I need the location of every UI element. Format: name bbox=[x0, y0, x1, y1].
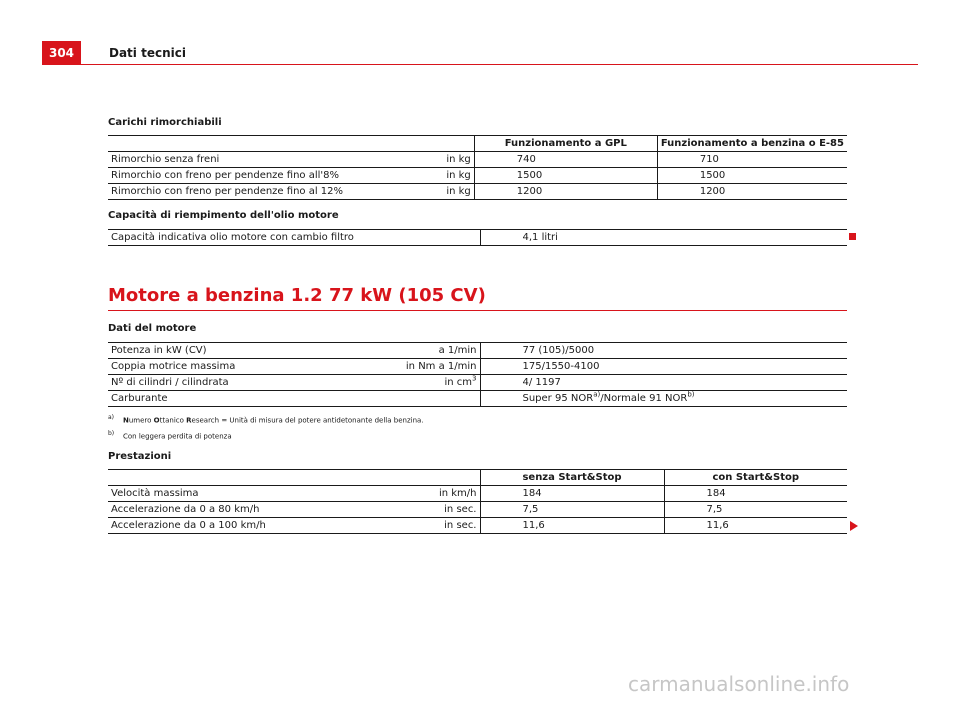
row-label: Nº di cilindri / cilindrata bbox=[111, 377, 229, 388]
table-row bbox=[108, 391, 847, 407]
footnote-mark: a) bbox=[108, 414, 115, 421]
chapter-divider bbox=[108, 310, 847, 311]
footnote-ref-a: a) bbox=[593, 390, 601, 399]
row-label-cell bbox=[108, 502, 480, 518]
row-value-gpl: 740 bbox=[474, 152, 657, 168]
row-label-cell bbox=[108, 184, 474, 200]
footnote-bold: N bbox=[123, 416, 129, 425]
footnote-text: umero bbox=[128, 416, 154, 425]
unit-superscript: 3 bbox=[472, 374, 477, 383]
row-unit: in kg bbox=[446, 186, 471, 197]
row-label-cell bbox=[108, 168, 474, 184]
table-row bbox=[108, 518, 847, 534]
row-value-with: 184 bbox=[664, 486, 847, 502]
footnote-a bbox=[108, 414, 424, 424]
footnote-text: esearch = Unità di misura del potere antidetonante della benzina. bbox=[191, 416, 424, 425]
page-header bbox=[42, 41, 918, 67]
unit-text: in cm bbox=[444, 377, 473, 388]
table-row bbox=[108, 343, 847, 359]
row-value: 4/ 1197 bbox=[480, 375, 847, 391]
row-value-gpl: 1200 bbox=[474, 184, 657, 200]
table-row bbox=[108, 486, 847, 502]
row-unit: in km/h bbox=[438, 488, 477, 499]
oil-value: 4,1 litri bbox=[480, 230, 847, 246]
table-row bbox=[108, 375, 847, 391]
table-row bbox=[108, 168, 847, 184]
chapter-title: Motore a benzina 1.2 77 kW (105 CV) bbox=[108, 285, 486, 306]
row-label-cell bbox=[108, 152, 474, 168]
row-value-with: 7,5 bbox=[664, 502, 847, 518]
row-value-without: 184 bbox=[480, 486, 664, 502]
column-header-gpl: Funzionamento a GPL bbox=[474, 136, 657, 152]
table-row bbox=[108, 230, 847, 246]
fuel-part-1: Super 95 NOR bbox=[522, 393, 594, 404]
performance-table bbox=[108, 469, 847, 534]
row-label: Rimorchio con freno per pendenze fino al 12% bbox=[111, 186, 344, 197]
row-label: Potenza in kW (CV) bbox=[111, 345, 207, 356]
row-value: 77 (105)/5000 bbox=[480, 343, 847, 359]
footnote-bold: O bbox=[153, 416, 160, 425]
row-unit: a 1/min bbox=[438, 345, 477, 356]
row-unit: in sec. bbox=[444, 520, 477, 531]
towing-table bbox=[108, 135, 847, 200]
row-label-cell bbox=[108, 359, 480, 375]
row-label-cell bbox=[108, 486, 480, 502]
row-unit: in kg bbox=[446, 154, 471, 165]
row-value-petrol: 710 bbox=[657, 152, 847, 168]
row-unit bbox=[444, 374, 477, 388]
engine-heading: Dati del motore bbox=[108, 323, 197, 334]
row-value-without: 7,5 bbox=[480, 502, 664, 518]
row-label-cell bbox=[108, 343, 480, 359]
header-divider bbox=[81, 64, 918, 65]
row-value-petrol: 1200 bbox=[657, 184, 847, 200]
row-label: Rimorchio senza freni bbox=[111, 154, 220, 165]
footnote-b bbox=[108, 430, 232, 440]
column-header-with-start-stop: con Start&Stop bbox=[664, 470, 847, 486]
engine-table bbox=[108, 342, 847, 407]
row-label-cell bbox=[108, 518, 480, 534]
table-row bbox=[108, 184, 847, 200]
row-label: Accelerazione da 0 a 100 km/h bbox=[111, 520, 266, 531]
footnote-mark: b) bbox=[108, 430, 115, 437]
row-unit: in kg bbox=[446, 170, 471, 181]
page-number: 304 bbox=[42, 41, 81, 65]
table-row bbox=[108, 359, 847, 375]
fuel-part-2: /Normale 91 NOR bbox=[600, 393, 688, 404]
oil-table bbox=[108, 229, 847, 246]
row-value-petrol: 1500 bbox=[657, 168, 847, 184]
row-value-without: 11,6 bbox=[480, 518, 664, 534]
table-row bbox=[108, 502, 847, 518]
row-label: Velocità massima bbox=[111, 488, 199, 499]
footnote-ref-b: b) bbox=[687, 390, 695, 399]
footnote-bold: R bbox=[186, 416, 192, 425]
row-label: Coppia motrice massima bbox=[111, 361, 236, 372]
table-header-row bbox=[108, 136, 847, 152]
header-blank-cell bbox=[108, 136, 474, 152]
table-header-row bbox=[108, 470, 847, 486]
row-unit: in sec. bbox=[444, 504, 477, 515]
row-label: Accelerazione da 0 a 80 km/h bbox=[111, 504, 260, 515]
watermark: carmanualsonline.info bbox=[628, 672, 850, 696]
page-title: Dati tecnici bbox=[109, 46, 186, 60]
column-header-without-start-stop: senza Start&Stop bbox=[480, 470, 664, 486]
fuel-value bbox=[480, 391, 847, 407]
performance-heading: Prestazioni bbox=[108, 451, 172, 462]
column-header-petrol: Funzionamento a benzina o E-85 bbox=[657, 136, 847, 152]
oil-heading: Capacità di riempimento dell'olio motore bbox=[108, 210, 339, 221]
section-end-marker bbox=[849, 233, 856, 240]
continue-arrow-icon bbox=[850, 521, 858, 531]
row-label: Rimorchio con freno per pendenze fino all'8% bbox=[111, 170, 339, 181]
row-value: 175/1550-4100 bbox=[480, 359, 847, 375]
header-blank-cell bbox=[108, 470, 480, 486]
footnote-text: Con leggera perdita di potenza bbox=[123, 432, 232, 441]
row-value-gpl: 1500 bbox=[474, 168, 657, 184]
row-label: Carburante bbox=[108, 391, 480, 407]
oil-label: Capacità indicativa olio motore con cambio filtro bbox=[108, 230, 480, 246]
towing-heading: Carichi rimorchiabili bbox=[108, 117, 222, 128]
table-row bbox=[108, 152, 847, 168]
footnote-text: ttanico bbox=[159, 416, 187, 425]
row-unit: in Nm a 1/min bbox=[405, 361, 477, 372]
row-value-with: 11,6 bbox=[664, 518, 847, 534]
row-label-cell bbox=[108, 375, 480, 391]
